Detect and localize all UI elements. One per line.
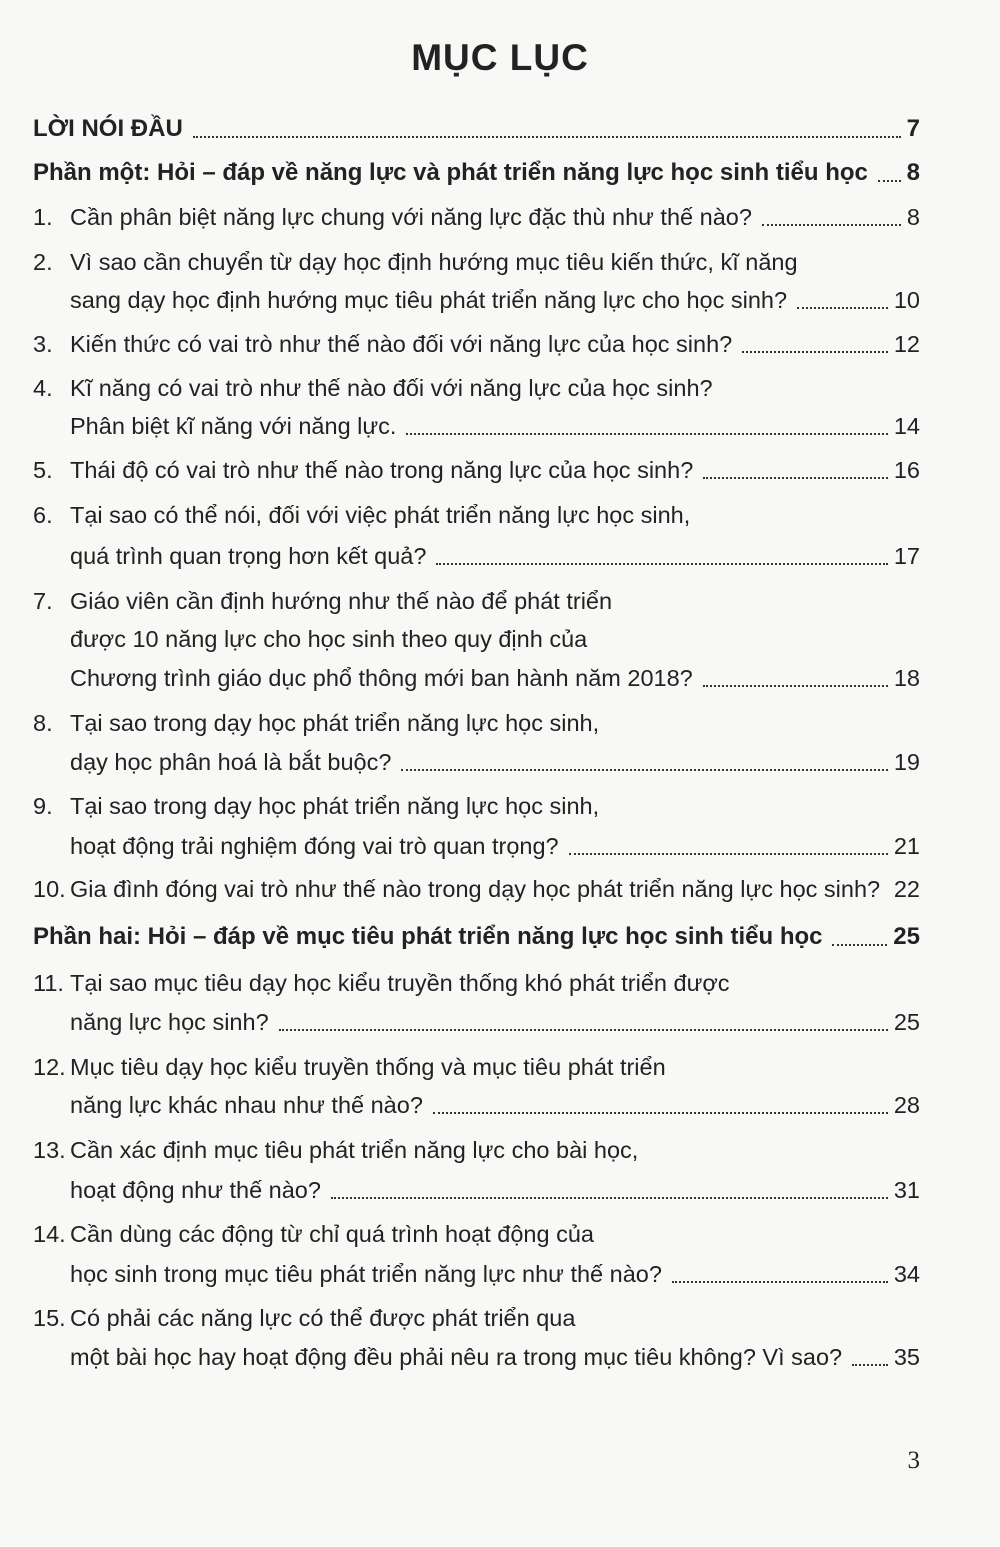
toc-item-number: 14. <box>33 1221 66 1247</box>
toc-entry-text: Gia đình đóng vai trò như thế nào trong dạy học phát triển năng lực học sinh? <box>70 876 881 902</box>
toc-entry-text: sang dạy học định hướng mục tiêu phát triển năng lực cho học sinh? <box>70 287 788 313</box>
toc-page-number: 31 <box>893 1177 920 1203</box>
toc-page-number: 28 <box>893 1092 920 1118</box>
toc-entry-text: Vì sao cần chuyển từ dạy học định hướng mục tiêu kiến thức, kĩ năng <box>70 249 798 275</box>
toc-entry-text: học sinh trong mục tiêu phát triển năng lực như thế nào? <box>70 1261 662 1287</box>
toc-entry-text: hoạt động như thế nào? <box>70 1177 321 1203</box>
toc-heading <box>0 919 1000 955</box>
toc-entry-text: Cần phân biệt năng lực chung với năng lực đặc thù như thế nào? <box>70 204 752 230</box>
toc-item-continuation <box>0 1339 1000 1375</box>
toc-entry-text: Kĩ năng có vai trò như thế nào đối với năng lực của học sinh? <box>70 375 713 401</box>
toc-page-number: 16 <box>893 457 920 483</box>
toc-entry-text: Thái độ có vai trò như thế nào trong năng lực của học sinh? <box>70 457 694 483</box>
dot-leader <box>742 351 888 353</box>
dot-leader <box>401 769 888 771</box>
toc-entry-text: Tại sao mục tiêu dạy học kiểu truyền thống khó phát triển được <box>70 970 730 996</box>
toc-item-number: 3. <box>33 331 53 357</box>
toc-item-continuation <box>0 538 1000 574</box>
toc-page-number: 14 <box>893 413 920 439</box>
toc-item-number: 12. <box>33 1054 66 1080</box>
toc-page-number: 25 <box>893 923 920 950</box>
toc-item <box>0 1049 1000 1085</box>
toc-item-continuation <box>0 408 1000 444</box>
toc-entry-text: một bài học hay hoạt động đều phải nêu ra trong mục tiêu không? Vì sao? <box>70 1344 843 1370</box>
toc-page-number: 21 <box>893 833 920 859</box>
toc-item <box>0 199 1000 235</box>
toc-page-number: 7 <box>906 115 920 142</box>
toc-page-number: 18 <box>893 665 920 691</box>
toc-item <box>0 1300 1000 1336</box>
toc-item-number: 9. <box>33 793 53 819</box>
toc-item-continuation <box>0 660 1000 696</box>
toc-item <box>0 583 1000 619</box>
dot-leader <box>193 136 901 138</box>
toc-page-number: 25 <box>893 1009 920 1035</box>
dot-leader <box>703 477 888 479</box>
toc-entry-text: Chương trình giáo dục phổ thông mới ban hành năm 2018? <box>70 665 693 691</box>
toc-page-number: 8 <box>906 204 920 230</box>
toc-item-number: 11. <box>33 970 64 996</box>
toc-item <box>0 965 1000 1001</box>
toc-item <box>0 871 1000 907</box>
toc-entry-text: Phần một: Hỏi – đáp về năng lực và phát triển năng lực học sinh tiểu học <box>33 159 868 186</box>
toc-page-number: 8 <box>906 159 920 186</box>
dot-leader <box>436 563 888 565</box>
toc-entry-text: Kiến thức có vai trò như thế nào đối với năng lực của học sinh? <box>70 331 733 357</box>
toc-page-number: 19 <box>893 749 920 775</box>
toc-item-number: 10. <box>33 876 66 902</box>
toc-entry-text: Tại sao trong dạy học phát triển năng lực học sinh, <box>70 793 600 819</box>
toc-page-number: 10 <box>893 287 920 313</box>
dot-leader <box>569 853 888 855</box>
toc-page-number: 12 <box>893 331 920 357</box>
dot-leader <box>797 307 888 309</box>
toc-item <box>0 788 1000 824</box>
toc-entry-text: Phần hai: Hỏi – đáp về mục tiêu phát triển năng lực học sinh tiểu học <box>33 923 823 950</box>
toc-entry-text: LỜI NÓI ĐẦU <box>33 115 183 142</box>
toc-item-number: 15. <box>33 1305 66 1331</box>
toc-item-number: 8. <box>33 710 53 736</box>
toc-item <box>0 326 1000 362</box>
page-title: MỤC LỤC <box>411 37 589 78</box>
toc-entry-text: Cần xác định mục tiêu phát triển năng lực cho bài học, <box>70 1137 639 1163</box>
toc-entry-text: Tại sao có thể nói, đối với việc phát triển năng lực học sinh, <box>70 502 691 528</box>
dot-leader <box>672 1281 888 1283</box>
dot-leader <box>852 1364 888 1366</box>
toc-item-continuation <box>0 744 1000 780</box>
toc-item-number: 13. <box>33 1137 66 1163</box>
toc-item-continuation <box>0 828 1000 864</box>
toc-page-number: 35 <box>893 1344 920 1370</box>
toc-item-continuation <box>0 621 1000 657</box>
page-number: 3 <box>907 1447 920 1474</box>
dot-leader <box>279 1029 888 1031</box>
toc-item <box>0 1216 1000 1252</box>
dot-leader <box>832 944 887 946</box>
toc-entry-text: Tại sao trong dạy học phát triển năng lực học sinh, <box>70 710 600 736</box>
toc-item-number: 5. <box>33 457 53 483</box>
toc-heading <box>0 155 1000 191</box>
toc-item-continuation <box>0 1256 1000 1292</box>
toc-item <box>0 497 1000 533</box>
toc-entry-text: hoạt động trải nghiệm đóng vai trò quan trọng? <box>70 833 559 859</box>
toc-item-continuation <box>0 282 1000 318</box>
toc-item <box>0 705 1000 741</box>
toc-item-number: 1. <box>33 204 53 230</box>
toc-item-number: 6. <box>33 502 53 528</box>
toc-entry-text: được 10 năng lực cho học sinh theo quy định của <box>70 626 588 652</box>
toc-item <box>0 452 1000 488</box>
dot-leader <box>703 685 888 687</box>
toc-item-continuation <box>0 1087 1000 1123</box>
toc-item-number: 2. <box>33 249 53 275</box>
toc-item-continuation <box>0 1172 1000 1208</box>
toc-item-number: 7. <box>33 588 53 614</box>
toc-entry-text: năng lực khác nhau như thế nào? <box>70 1092 423 1118</box>
toc-item <box>0 370 1000 406</box>
toc-page-number: 34 <box>893 1261 920 1287</box>
toc-heading <box>0 111 1000 147</box>
dot-leader <box>433 1112 888 1114</box>
toc-entry-text: Phân biệt kĩ năng với năng lực. <box>70 413 397 439</box>
dot-leader <box>762 224 901 226</box>
toc-entry-text: năng lực học sinh? <box>70 1009 269 1035</box>
toc-entry-text: dạy học phân hoá là bắt buộc? <box>70 749 392 775</box>
toc-page-number: 22 <box>893 876 920 902</box>
toc-entry-text: Có phải các năng lực có thể được phát triển qua <box>70 1305 576 1331</box>
toc-page-number: 17 <box>893 543 920 569</box>
toc-entry-text: quá trình quan trọng hơn kết quả? <box>70 543 427 569</box>
toc-entry-text: Mục tiêu dạy học kiểu truyền thống và mục tiêu phát triển <box>70 1054 666 1080</box>
toc-item-continuation <box>0 1004 1000 1040</box>
dot-leader <box>331 1197 888 1199</box>
toc-item <box>0 244 1000 280</box>
dot-leader <box>878 180 901 182</box>
toc-item <box>0 1132 1000 1168</box>
toc-entry-text: Cần dùng các động từ chỉ quá trình hoạt động của <box>70 1221 594 1247</box>
toc-item-number: 4. <box>33 375 53 401</box>
toc-entry-text: Giáo viên cần định hướng như thế nào để phát triển <box>70 588 613 614</box>
dot-leader <box>406 433 888 435</box>
